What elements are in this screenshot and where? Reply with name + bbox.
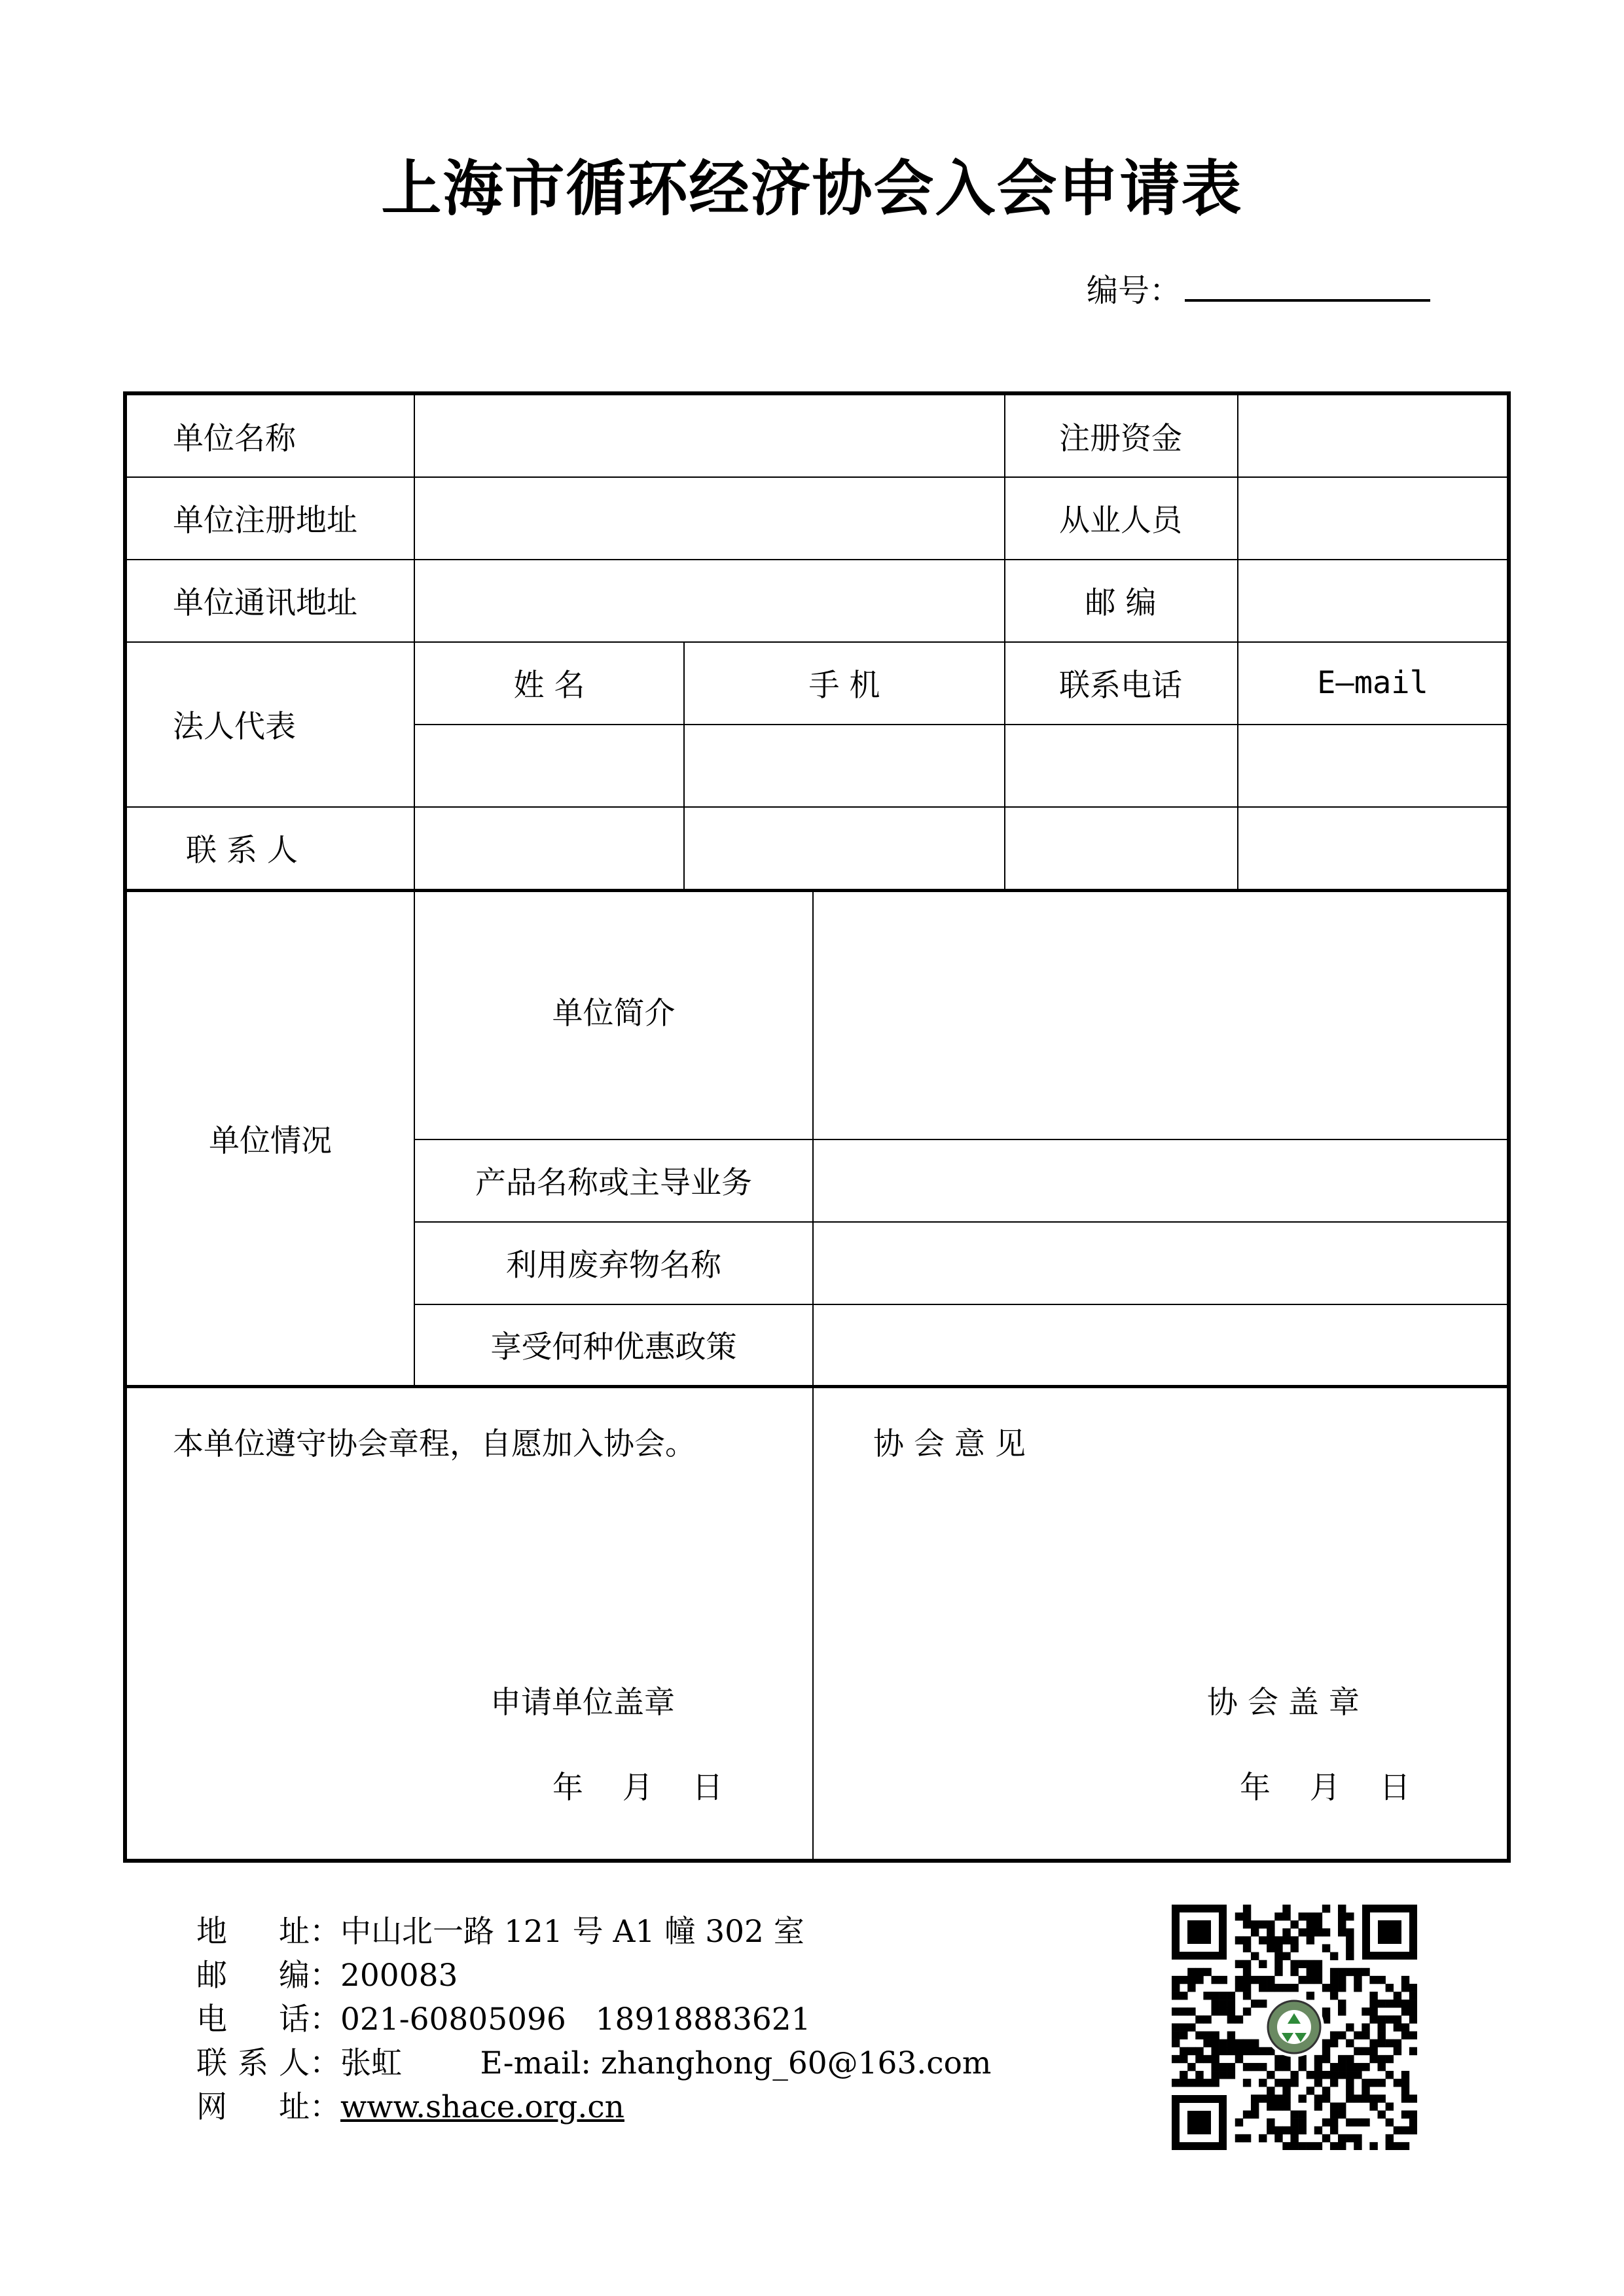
registered-capital-field[interactable]: [1238, 395, 1507, 476]
unit-name-label: 单位名称: [173, 420, 296, 457]
waste-field[interactable]: [814, 1222, 1507, 1304]
footer-key: 址：: [279, 1914, 340, 1950]
footer-key: 编：: [279, 1958, 340, 1994]
legal-rep-phone-field[interactable]: [1005, 725, 1237, 806]
policy-label: 享受何种优惠政策: [490, 1329, 737, 1365]
number-field[interactable]: [1185, 299, 1430, 302]
declaration-text: 本单位遵守协会章程，自愿加入协会。: [173, 1426, 696, 1462]
form-title: 上海市循环经济协会入会申请表: [381, 154, 1243, 224]
mailing-address-field[interactable]: [415, 560, 1004, 641]
postcode-field[interactable]: [1238, 560, 1507, 641]
contact-name-field[interactable]: [415, 807, 683, 889]
application-form: [123, 391, 1511, 1863]
employees-field[interactable]: [1238, 477, 1507, 559]
footer-key: 电: [196, 2001, 227, 2037]
registered-address-field[interactable]: [415, 477, 1004, 559]
legal-rep-name-field[interactable]: [415, 725, 683, 806]
contact-mobile-field[interactable]: [685, 807, 1004, 889]
footer-key: 话：: [279, 2001, 340, 2037]
waste-label: 利用废弃物名称: [506, 1247, 721, 1283]
policy-field[interactable]: [814, 1304, 1507, 1385]
col-name-header: 姓 名: [513, 668, 585, 704]
contact-phone-field[interactable]: [1005, 807, 1237, 889]
legal-rep-label: 法人代表: [173, 709, 296, 745]
unit-name-field[interactable]: [415, 395, 1004, 476]
footer-address: [196, 1910, 991, 1954]
col-phone-header: 联系电话: [1059, 668, 1182, 704]
applicant-seal-label: 申请单位盖章: [490, 1685, 675, 1721]
qr-code-icon: [1172, 1905, 1417, 2150]
unit-situation-label: 单位情况: [209, 1123, 332, 1159]
contact-info: [196, 1910, 991, 2129]
footer-key: 地: [196, 1914, 227, 1950]
footer-phone-value: 021-60805096 18918883621: [340, 2001, 811, 2037]
contact-person-label: 联 系 人: [186, 833, 298, 869]
website-link[interactable]: www.shace.org.cn: [340, 2089, 624, 2125]
legal-rep-mobile-field[interactable]: [685, 725, 1004, 806]
footer-address-value: 中山北一路 121 号 A1 幢 302 室: [340, 1914, 804, 1950]
footer-postcode: [196, 1954, 991, 1998]
recycle-logo-icon: [1264, 1997, 1324, 2057]
footer-key: 邮: [196, 1958, 227, 1994]
unit-intro-field[interactable]: [814, 892, 1507, 1139]
footer-key: 网: [196, 2089, 227, 2125]
footer-contact: [196, 2041, 991, 2085]
footer-website: [196, 2085, 991, 2129]
footer-phone: [196, 1998, 991, 2041]
footer-postcode-value: 200083: [340, 1958, 458, 1994]
mailing-address-label: 单位通讯地址: [173, 585, 357, 621]
employees-label: 从业人员: [1059, 503, 1182, 539]
products-field[interactable]: [814, 1139, 1507, 1221]
footer-contact-value: 张虹 E-mail: zhanghong_60@163.com: [340, 2045, 992, 2081]
footer-key: 联: [196, 2045, 227, 2081]
products-label: 产品名称或主导业务: [475, 1165, 752, 1201]
registered-address-label: 单位注册地址: [173, 503, 357, 539]
legal-rep-email-field[interactable]: [1238, 725, 1507, 806]
contact-email-field[interactable]: [1238, 807, 1507, 889]
applicant-date: 年 月 日: [552, 1770, 723, 1806]
association-seal-label: 协 会 盖 章: [1207, 1685, 1360, 1721]
footer-key: 址：: [279, 2089, 340, 2125]
postcode-label: 邮 编: [1085, 585, 1157, 621]
number-label: 编号：: [1087, 272, 1182, 309]
unit-intro-label: 单位简介: [552, 996, 676, 1031]
registered-capital-label: 注册资金: [1059, 420, 1182, 457]
association-opinion-label: 协 会 意 见: [873, 1426, 1026, 1462]
association-date: 年 月 日: [1240, 1770, 1411, 1806]
col-email-header: E—mail: [1317, 665, 1428, 701]
footer-key: 系: [238, 2045, 268, 2081]
footer-key: 人：: [279, 2045, 340, 2081]
col-mobile-header: 手 机: [808, 668, 880, 704]
